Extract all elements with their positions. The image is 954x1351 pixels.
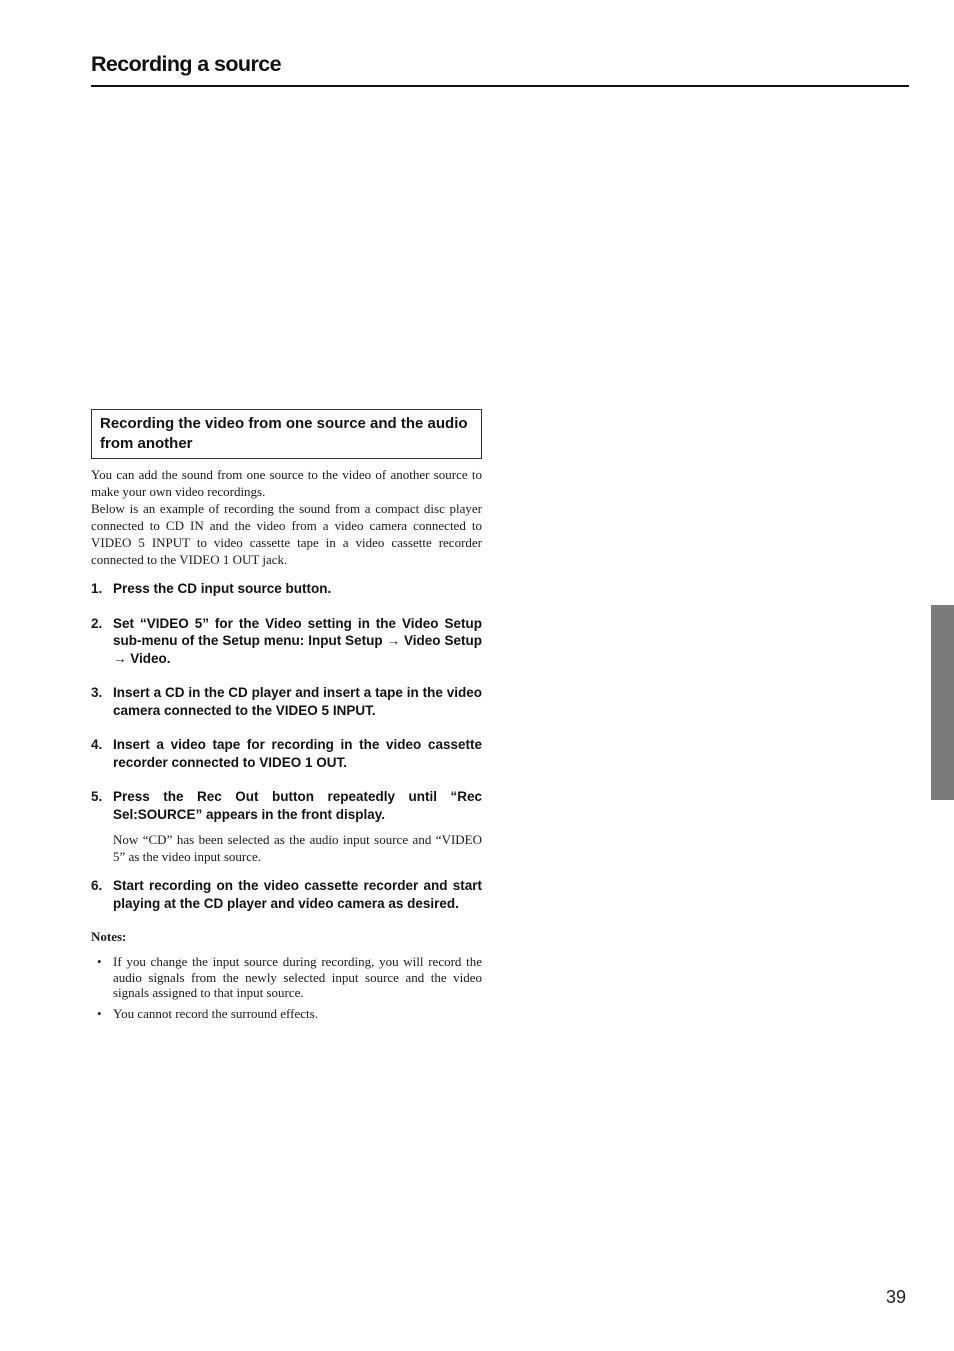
- notes-label: Notes:: [91, 929, 127, 944]
- section-heading: Recording the video from one source and the audio from another: [91, 409, 482, 459]
- step-number: 4.: [91, 737, 103, 752]
- intro-text: [91, 466, 482, 568]
- note-text: If you change the input source during recording, you will record the audio signals from the newly selected input source and the video signals assigned to that input source.: [113, 954, 482, 1000]
- step-number: 5.: [91, 789, 103, 804]
- note-item: [91, 954, 482, 1001]
- step-number: 6.: [91, 878, 103, 893]
- title-rule: [91, 85, 909, 87]
- step-number: 3.: [91, 685, 103, 700]
- step-note: Now “CD” has been selected as the audio input source and “VIDEO 5” as the video input source.: [113, 832, 482, 864]
- step-item: [91, 684, 482, 719]
- note-item: [91, 1006, 482, 1022]
- bullet-icon: •: [97, 954, 102, 969]
- step-text: Press the Rec Out button repeatedly until “Rec Sel:SOURCE” appears in the front display.: [113, 789, 482, 822]
- bullet-icon: •: [97, 1005, 102, 1021]
- steps-list: [91, 580, 482, 912]
- step-item: [91, 615, 482, 668]
- step-text: Start recording on the video cassette recorder and start playing at the CD player and video camera as desired.: [113, 878, 482, 911]
- page-number: 39: [886, 1287, 907, 1307]
- step-text: Press the CD input source button.: [113, 581, 332, 596]
- step-number: 1.: [91, 581, 103, 596]
- step-text: Set “VIDEO 5” for the Video setting in the Video Setup sub-menu of the Setup menu: Input Setup → Video Setup → Video.: [113, 615, 482, 666]
- intro-paragraph: Below is an example of recording the sound from a compact disc player connected to CD IN and the video from a video camera connected to VIDEO 5 INPUT to video cassette tape in a video cassette recorder connected to the VIDEO 1 OUT jack.: [91, 501, 482, 567]
- page-title: Recording a source: [91, 52, 281, 76]
- intro-paragraph: You can add the sound from one source to the video of another source to make your own video recordings.: [91, 467, 482, 499]
- step-text: Insert a CD in the CD player and insert a tape in the video camera connected to the VIDEO 5 INPUT.: [113, 685, 482, 718]
- step-number: 2.: [91, 615, 103, 631]
- step-item: [91, 580, 482, 598]
- step-item: [91, 877, 482, 912]
- step-item: [91, 788, 482, 865]
- step-item: [91, 736, 482, 771]
- step-text: Insert a video tape for recording in the video cassette recorder connected to VIDEO 1 OUT.: [113, 737, 482, 770]
- side-tab: [931, 605, 954, 800]
- note-text: You cannot record the surround effects.: [113, 1005, 318, 1021]
- notes-list: [91, 954, 482, 1021]
- section-content: [91, 409, 482, 1026]
